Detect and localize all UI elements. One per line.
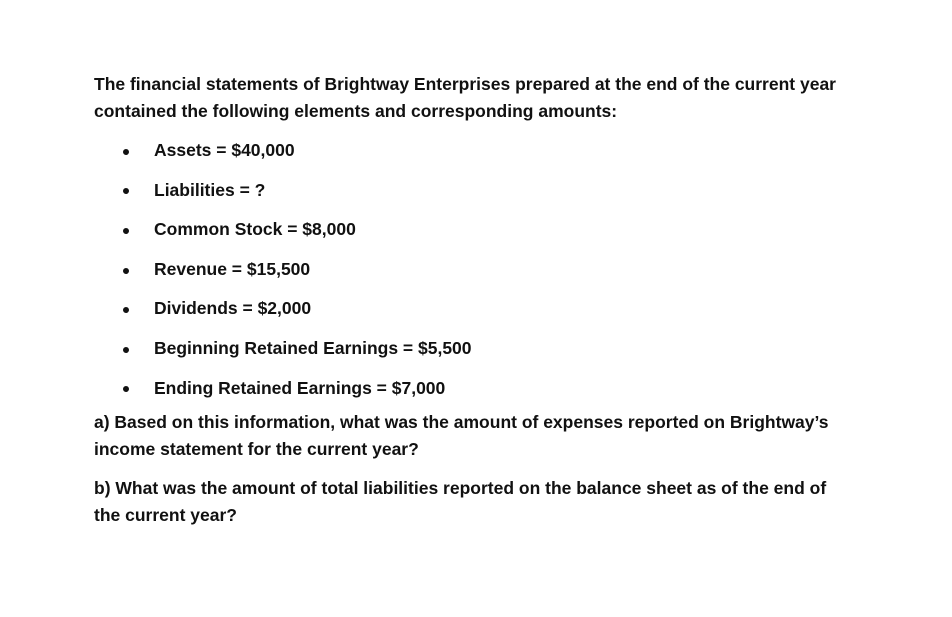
intro-paragraph: The financial statements of Brightway Enterprises prepared at the end of the current year contained the following elements and corresponding amounts:: [94, 74, 836, 121]
list-item: [94, 250, 854, 290]
list-item-text: Common Stock = $8,000: [154, 219, 356, 240]
element-list: [94, 131, 854, 408]
bullet-icon: [123, 307, 129, 313]
list-item: [94, 329, 854, 369]
list-item-text: Ending Retained Earnings = $7,000: [154, 377, 446, 398]
list-item: [94, 171, 854, 211]
bullet-icon: [123, 188, 129, 194]
question-a: a) Based on this information, what was the amount of expenses reported on Brightway’s income statement for the current year?: [94, 412, 829, 460]
list-item: [94, 289, 854, 329]
question-b: b) What was the amount of total liabilities reported on the balance sheet as of the end of the current year?: [94, 478, 827, 526]
bullet-icon: [123, 386, 129, 392]
list-item-text: Liabilities = ?: [154, 179, 266, 200]
bullet-icon: [123, 149, 129, 155]
list-item-text: Dividends = $2,000: [154, 298, 312, 319]
list-item: [94, 131, 854, 171]
list-item-text: Revenue = $15,500: [154, 258, 311, 279]
list-item-text: Beginning Retained Earnings = $5,500: [154, 337, 472, 358]
bullet-icon: [123, 228, 129, 234]
document-body: [94, 71, 854, 529]
bullet-icon: [123, 268, 129, 274]
list-item: [94, 369, 854, 409]
list-item: [94, 210, 854, 250]
bullet-icon: [123, 347, 129, 353]
list-item-text: Assets = $40,000: [154, 140, 295, 160]
